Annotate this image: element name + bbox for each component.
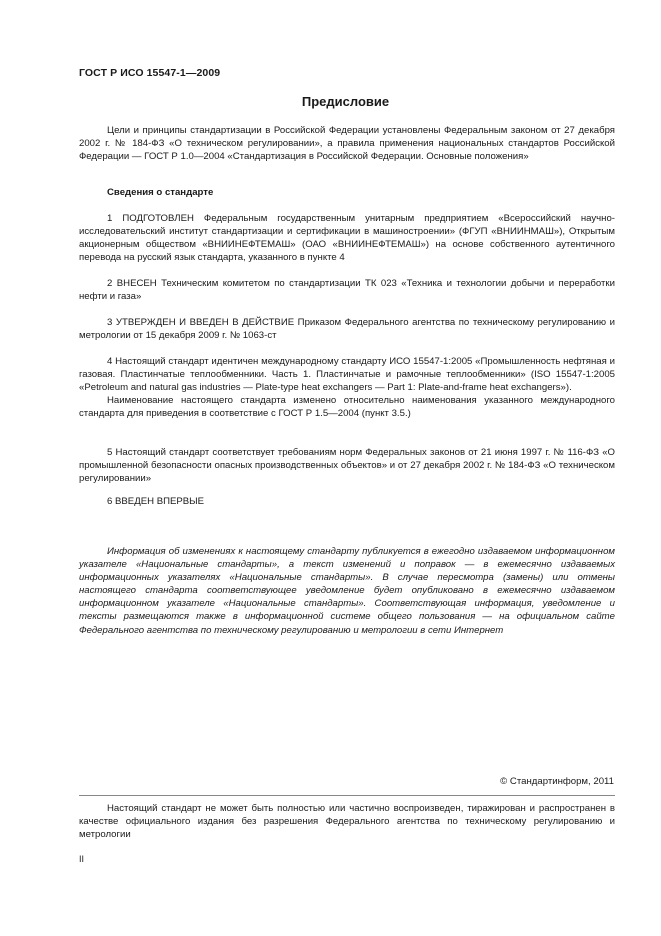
- section-subheading: Сведения о стандарте: [107, 187, 214, 198]
- reproduction-notice-text: Настоящий стандарт не может быть полностью или частично воспроизведен, тиражирован и распространен в качестве официального издания без разрешения Федерального агентства по техническому регулированию и метрологии: [79, 803, 615, 841]
- info-notice-text: Информация об изменениях к настоящему стандарту публикуется в ежегодно издаваемом информационном указателе «Национальные стандарты», а текст изменений и поправок — в ежемесячно издаваемых информационных указателях «Национальные стандарты». В случае пересмотра (замены) или отмены настоящего стандарта соответствующее уведомление будет опубликовано в ежемесячно издаваемом информационном указателе «Национальные стандарты». Соответствующая информация, уведомление и тексты размещаются также в информационной системе общего пользования — на официальном сайте Федерального агентства по техническому регулированию и метрологии в сети Интернет: [79, 546, 615, 636]
- info-notice: [79, 545, 615, 637]
- item-4-note: Наименование настоящего стандарта изменено относительно наименования указанного международного стандарта для приведения в соответствие с ГОСТ Р 1.5—2004 (пункт 3.5.): [79, 395, 615, 420]
- intro-paragraph: [79, 124, 615, 163]
- page-title: Предисловие: [301, 94, 390, 109]
- item-3-text: 3 УТВЕРЖДЕН И ВВЕДЕН В ДЕЙСТВИЕ Приказом Федерального агентства по техническому регулированию и метрологии от 15 декабря 2009 г. № 1063-ст: [79, 317, 615, 342]
- standard-code: ГОСТ Р ИСО 15547-1—2009: [79, 67, 221, 79]
- page-number: II: [79, 854, 85, 864]
- reproduction-notice: [79, 802, 615, 841]
- item-6: [79, 495, 615, 508]
- copyright: © Стандартинформ, 2011: [500, 776, 614, 787]
- item-4: [79, 355, 615, 420]
- item-6-text: 6 ВВЕДЕН ВПЕРВЫЕ: [107, 496, 205, 507]
- item-2: [79, 277, 615, 303]
- item-1-text: 1 ПОДГОТОВЛЕН Федеральным государственным унитарным предприятием «Всероссийский научно-исследовательский институт стандартизации и сертификации в машиностроении» (ФГУП «ВНИИНМАШ»), Открытым акционерным обществом «ВНИИНЕФТЕМАШ» (ОАО «ВНИИНЕФТЕМАШ») на основе собственного аутентичного перевода на русский язык стандарта, указанного в пункте 4: [79, 213, 615, 264]
- divider: [79, 795, 615, 796]
- intro-text: Цели и принципы стандартизации в Российской Федерации установлены Федеральным законом от 27 декабря 2002 г. № 184-ФЗ «О техническом регулировании», а правила применения национальных стандартов Российской Федерации — ГОСТ Р 1.0—2004 «Стандартизация в Российской Федерации. Основные положения»: [79, 125, 615, 163]
- item-3: [79, 316, 615, 342]
- item-1: [79, 212, 615, 264]
- item-4-text: 4 Настоящий стандарт идентичен международному стандарту ИСО 15547-1:2005 «Промышленность нефтяная и газовая. Пластинчатые теплообменники. Часть 1. Пластинчатые и рамочные теплообменники» (ISO 15547-1:2005 «Petroleum and natural gas industries — Plate-type heat exchangers — Part 1: Plate-and-frame heat exchangers»).: [79, 356, 615, 394]
- item-5-text: 5 Настоящий стандарт соответствует требованиям норм Федеральных законов от 21 июня 1997 г. № 116-ФЗ «О промышленной безопасности опасных производственных объектов» и от 27 декабря 2002 г. № 184-ФЗ «О техническом регулировании»: [79, 447, 615, 485]
- item-5: [79, 446, 615, 485]
- item-2-text: 2 ВНЕСЕН Техническим комитетом по стандартизации ТК 023 «Техника и технологии добычи и переработки нефти и газа»: [79, 278, 615, 303]
